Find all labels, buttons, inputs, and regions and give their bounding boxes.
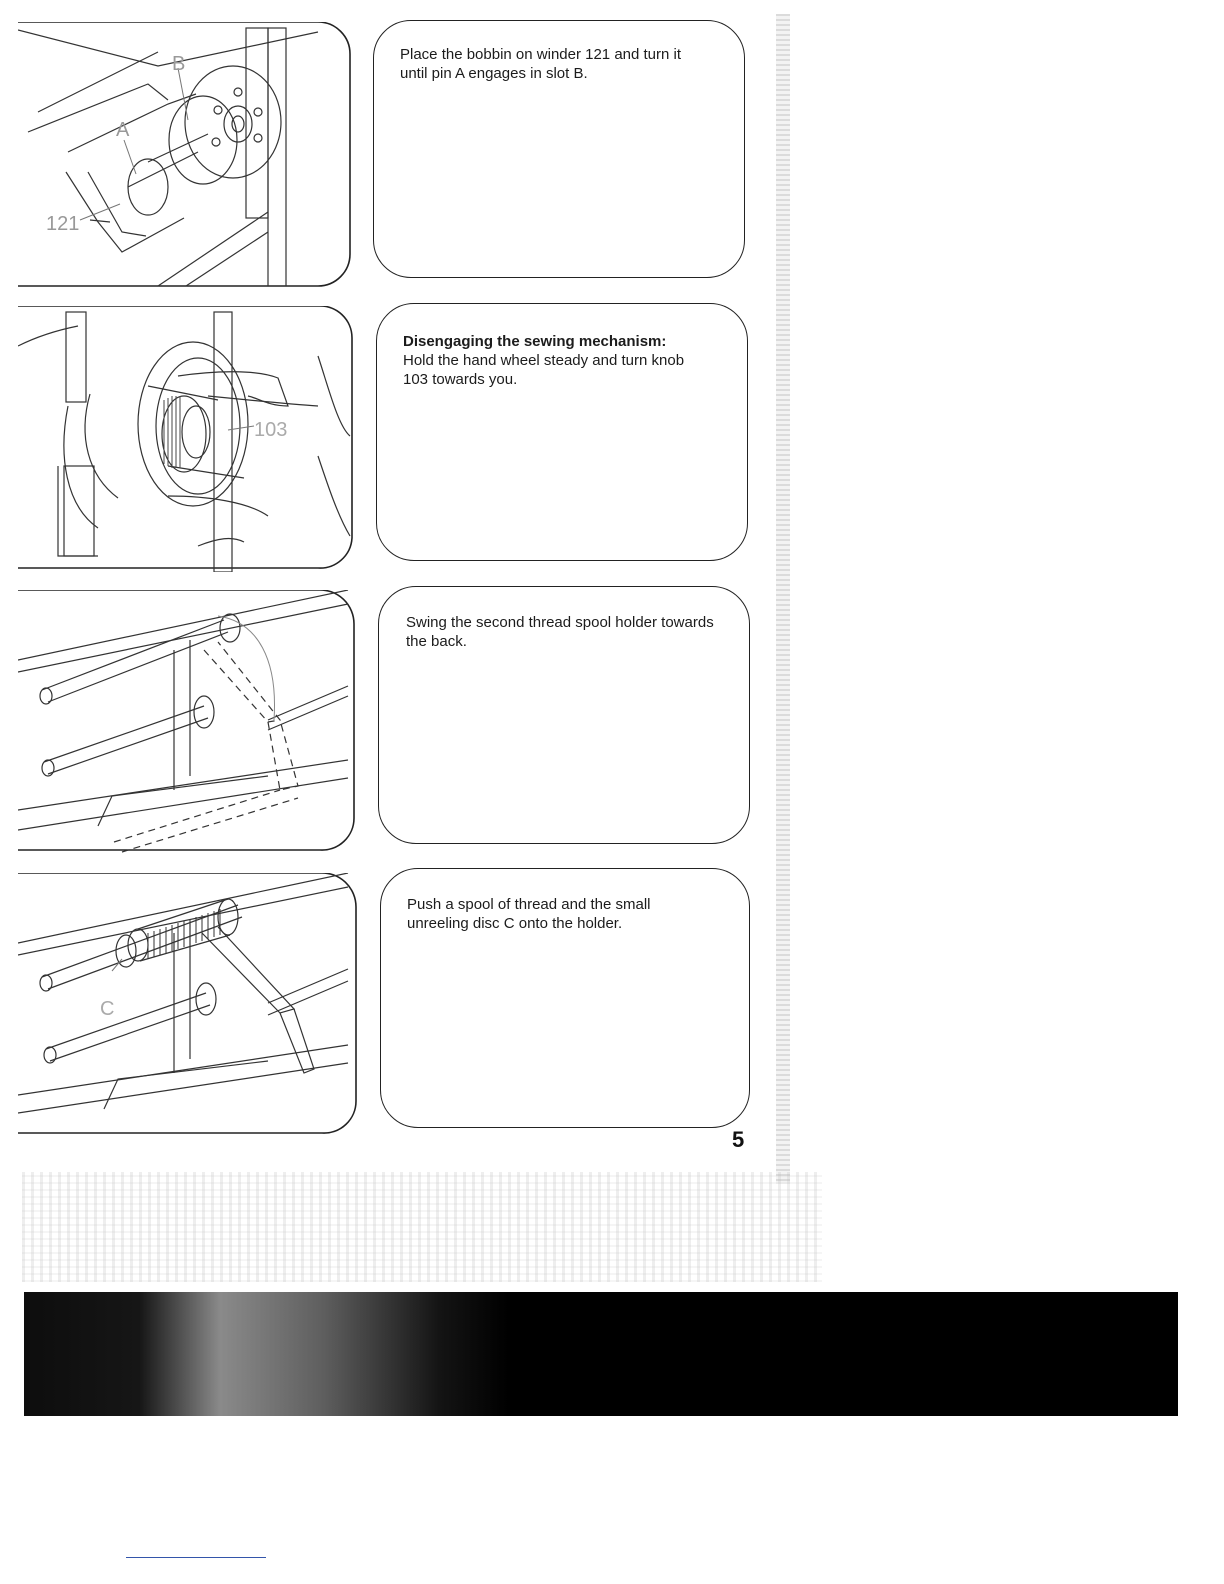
step-4-body: Push a spool of thread and the small unreeling disc C onto the holder. bbox=[407, 896, 651, 932]
callout-c: C bbox=[100, 998, 115, 1020]
illustration-bobbin-winder bbox=[18, 22, 352, 288]
illustration-hand-wheel bbox=[18, 306, 354, 572]
step-4-text bbox=[407, 895, 707, 933]
illustration-spool-holder-swing bbox=[18, 590, 356, 854]
page-number: 5 bbox=[732, 1127, 745, 1152]
illustration-spool-and-disc bbox=[18, 873, 358, 1137]
callout-a: A bbox=[116, 119, 130, 141]
callout-121: 121 bbox=[46, 213, 80, 235]
step-3-card bbox=[378, 586, 750, 844]
step-2-text bbox=[403, 332, 713, 389]
step-3-text bbox=[406, 613, 716, 651]
callout-b: B bbox=[172, 53, 186, 75]
step-2-body: Hold the hand wheel steady and turn knob 103 towards you. bbox=[403, 352, 685, 388]
step-1-text bbox=[400, 45, 700, 83]
step-2-heading: Disengaging the sewing mechanism: bbox=[403, 333, 667, 350]
step-3-body: Swing the second thread spool holder towards the back. bbox=[406, 614, 714, 650]
step-1-body: Place the bobbin on winder 121 and turn it until pin A engages in slot B. bbox=[400, 46, 682, 82]
binding-edge bbox=[776, 14, 790, 1184]
footer-rule bbox=[126, 1557, 266, 1558]
step-2-card bbox=[376, 303, 748, 561]
step-4-card bbox=[380, 868, 750, 1128]
scan-black-bar bbox=[24, 1292, 1178, 1416]
callout-103: 103 bbox=[254, 419, 288, 441]
step-1-card bbox=[373, 20, 745, 278]
scan-noise bbox=[22, 1172, 822, 1282]
